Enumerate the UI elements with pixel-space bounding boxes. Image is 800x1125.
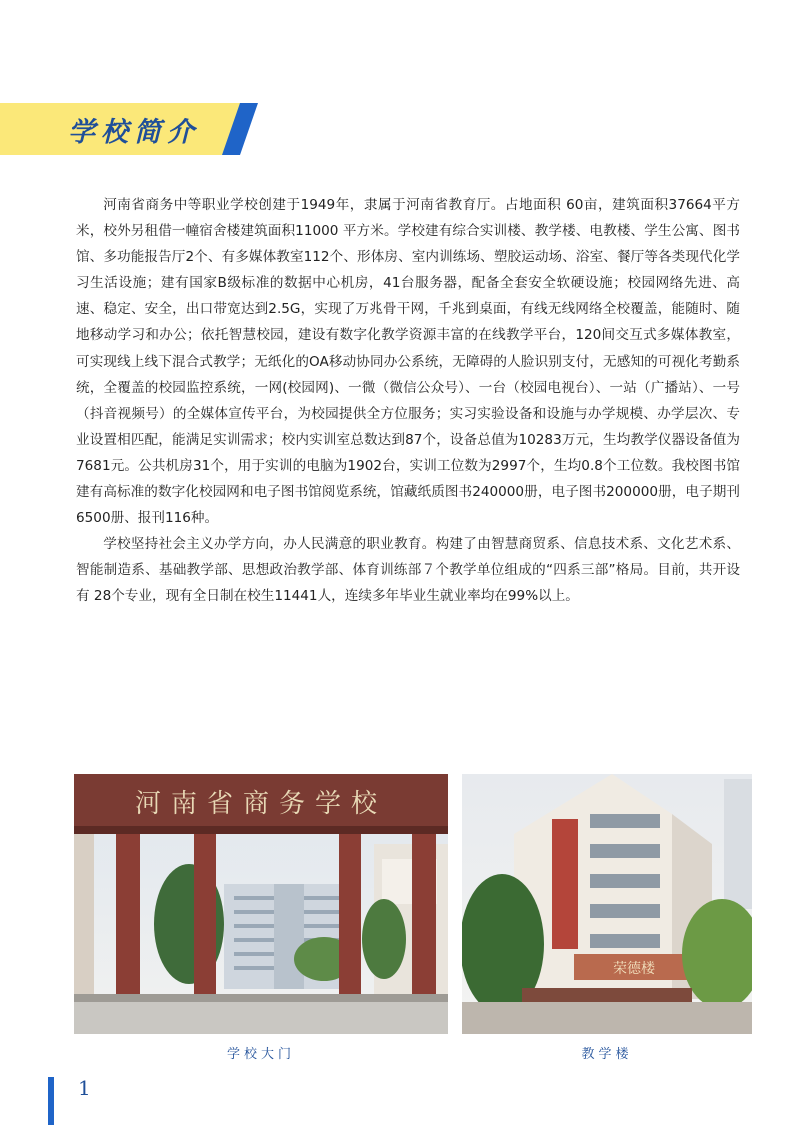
teaching-building-caption: 教学楼 xyxy=(581,1047,633,1062)
school-gate-photo xyxy=(74,774,448,1034)
gate-sign-text: 河南省商务学校 xyxy=(134,789,388,819)
building-sign-text: 荣德楼 xyxy=(613,961,655,977)
intro-paragraph-2: 学校坚持社会主义办学方向，办人民满意的职业教育。构建了由智慧商贸系、信息技术系、文化艺术系、智能制造系、基础教学部、思想政治教学部、体育训练部７个教学单位组成的“四系三部”格局。目前，共开设有 28个专业，现有全日制在校生11441人，连续多年毕业生就业率均在99%以上。 xyxy=(76,536,740,605)
page-number-bar xyxy=(48,1077,54,1125)
page-number: 1 xyxy=(78,1076,91,1100)
intro-paragraph-1: 河南省商务中等职业学校创建于1949年，隶属于河南省教育厅。占地面积 60亩，建筑面积37664平方米，校外另租借一幢宿舍楼建筑面积11000 平方米。学校建有综合实训楼、教学楼、电教楼、学生公寓、图书馆、多功能报告厅2个、有多媒体教室112个、形体房、室内训练场、塑胶运动场、浴室、餐厅等各类现代化学习生活设施；建有国家B级标准的数据中心机房，41台服务器，配备全套安全软硬设施；校园网络先进、高速、稳定、安全，出口带宽达到2.5G，实现了万兆骨干网，千兆到桌面，有线无线网络全校覆盖，能随时、随地移动学习和办公；依托智慧校园，建设有数字化教学资源丰富的在线教学平台，120间交互式多媒体教室，可实现线上线下混合式教学；无纸化的OA移动协同办公系统，无障碍的人脸识别支付，无感知的可视化考勤系统，全覆盖的校园监控系统，一网(校园网)、一微（微信公众号）、一台（校园电视台）、一站（广播站）、一号（抖音视频号）的全媒体宣传平台，为校园提供全方位服务；实习实验设备和设施与办学规模、办学层次、专业设置相匹配，能满足实训需求；校内实训室总数达到87个，设备总值为10283万元，生均教学仪器设备值为7681元。公共机房31个，用于实训的电脑为1902台，实训工位数为2997个，生均0.8个工位数。我校图书馆建有高标准的数字化校园网和电子图书馆阅览系统，馆藏纸质图书240000册，电子图书200000册，电子期刊6500册、报刊116种。 xyxy=(76,197,740,527)
teaching-building-photo xyxy=(462,774,752,1034)
intro-text xyxy=(76,192,740,610)
school-gate-caption: 学校大门 xyxy=(226,1047,295,1062)
page-title: 学校简介 xyxy=(68,117,200,148)
